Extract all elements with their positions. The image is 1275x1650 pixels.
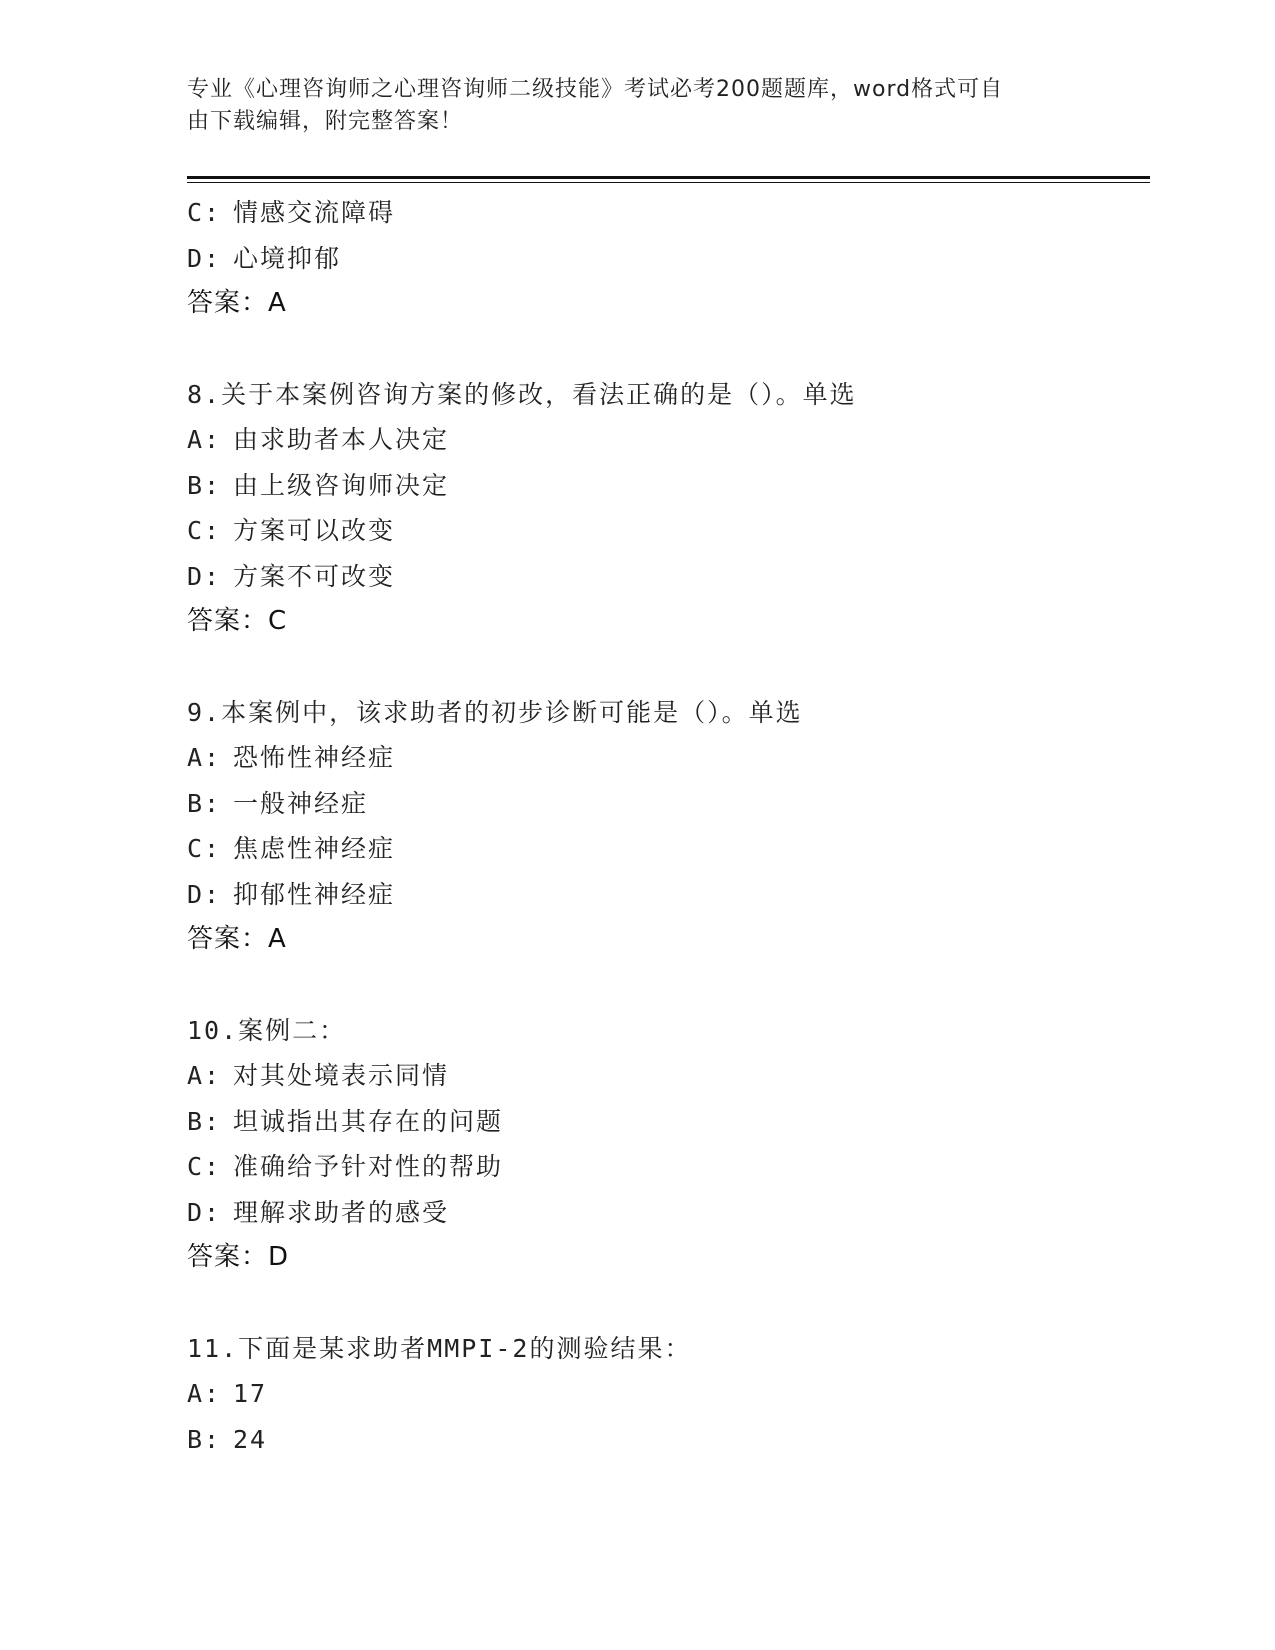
option-text: 坦诚指出其存在的问题 [233,1106,504,1136]
option-key: D: [187,243,222,273]
option-d [187,236,1150,282]
header-line-1: 专业《心理咨询师之心理咨询师二级技能》考试必考200题题库，word格式可自 [187,77,1004,102]
option-c [187,508,1150,554]
answer-line: 答案：D [187,1242,290,1272]
option-text: 一般神经症 [233,788,369,818]
header-line-2: 由下载编辑，附完整答案！ [187,109,464,134]
option-d [187,1190,1150,1236]
option-key: C: [187,834,222,863]
question-fragment [187,190,1150,327]
option-text: 对其处境表示同情 [233,1061,450,1090]
option-key: A: [187,743,222,772]
question-9 [187,690,1150,963]
option-key: B: [187,470,222,500]
option-a [187,735,1150,781]
answer-line: 答案：A [187,288,287,318]
option-key: B: [187,788,222,818]
option-text: 恐怖性神经症 [233,743,396,772]
option-key: A: [187,425,222,454]
spacer [187,1281,1150,1326]
option-b [187,463,1150,509]
option-key: D: [187,879,222,909]
option-key: D: [187,561,222,591]
option-key: A: [187,1379,222,1408]
option-key: B: [187,1424,222,1454]
header-divider-thick [187,176,1150,179]
question-stem: 10.案例二： [187,1015,347,1045]
option-text: 24 [233,1424,268,1454]
option-text: 心境抑郁 [233,243,342,273]
header-divider-thin [187,182,1150,183]
option-text: 焦虑性神经症 [233,834,396,863]
option-d [187,554,1150,600]
spacer [187,327,1150,372]
option-d [187,872,1150,918]
option-b [187,781,1150,827]
option-a [187,417,1150,463]
answer-line: 答案：A [187,924,287,954]
question-8 [187,372,1150,645]
option-text: 抑郁性神经症 [233,879,396,909]
question-stem: 11.下面是某求助者MMPI-2的测验结果： [187,1333,692,1363]
option-key: C: [187,516,222,545]
option-c [187,826,1150,872]
option-a [187,1371,1150,1417]
option-c [187,190,1150,236]
option-text: 准确给予针对性的帮助 [233,1152,504,1181]
option-key: B: [187,1106,222,1136]
option-key: C: [187,1152,222,1181]
option-text: 方案不可改变 [233,561,396,591]
option-b [187,1099,1150,1145]
option-text: 情感交流障碍 [233,198,396,227]
question-10 [187,1008,1150,1281]
option-text: 由上级咨询师决定 [233,470,450,500]
option-key: C: [187,198,222,227]
option-a [187,1053,1150,1099]
question-11 [187,1326,1150,1463]
spacer [187,963,1150,1008]
spacer [187,645,1150,690]
question-list [187,190,1150,1462]
option-text: 理解求助者的感受 [233,1197,450,1227]
question-stem: 9.本案例中，该求助者的初步诊断可能是（）。单选 [187,697,803,727]
option-text: 17 [233,1379,268,1408]
option-key: D: [187,1197,222,1227]
document-header [187,74,1067,138]
option-c [187,1144,1150,1190]
option-text: 由求助者本人决定 [233,425,450,454]
option-key: A: [187,1061,222,1090]
question-stem: 8.关于本案例咨询方案的修改，看法正确的是（）。单选 [187,379,857,409]
option-text: 方案可以改变 [233,516,396,545]
answer-line: 答案：C [187,606,288,636]
option-b [187,1417,1150,1463]
